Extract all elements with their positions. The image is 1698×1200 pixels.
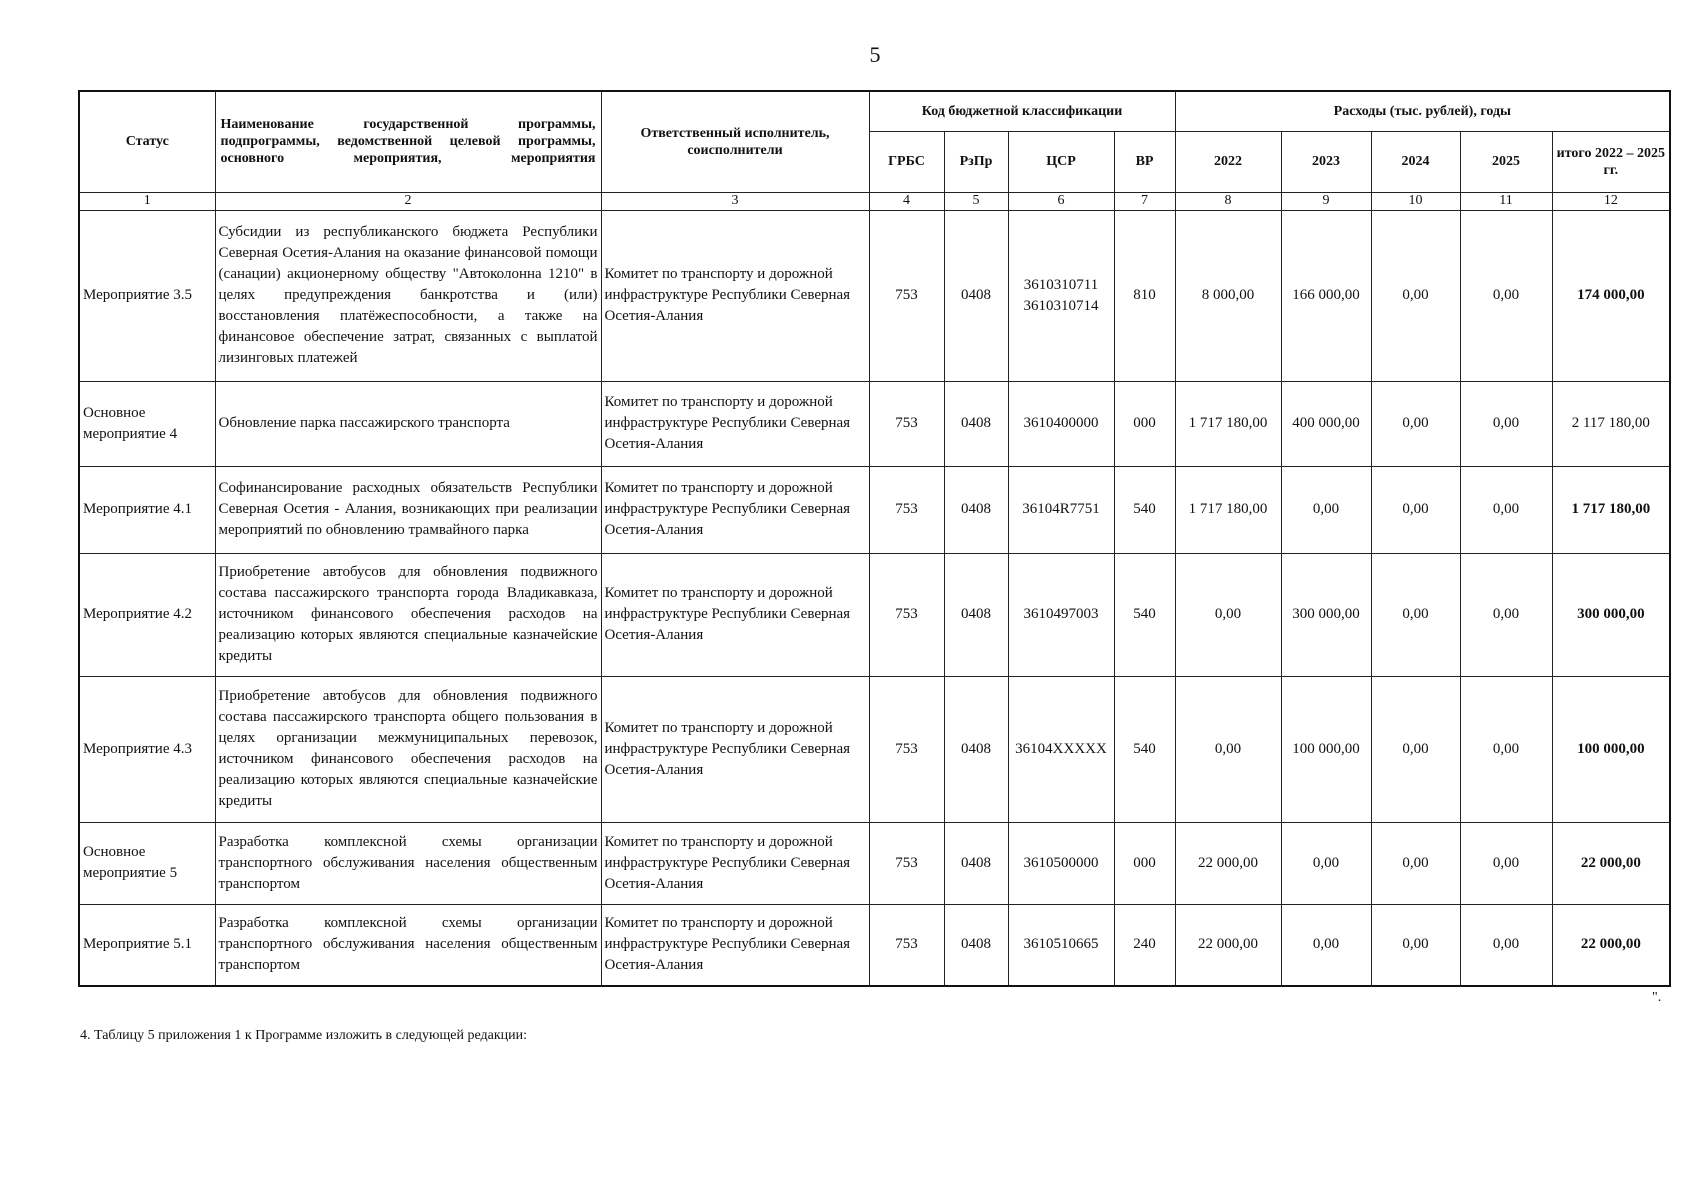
row-name: Приобретение автобусов для обновления подвижного состава пассажирского транспорта общего пользования в целях организации межмуниципальных перевозок, источником финансового обеспечения расходов на реализацию которых являются специальные казначейские кредиты [215, 676, 601, 822]
row-rzpr: 0408 [944, 381, 1008, 466]
row-2023: 100 000,00 [1281, 676, 1371, 822]
column-number: 4 [869, 192, 944, 210]
row-vr: 540 [1114, 466, 1175, 553]
page-number: 5 [869, 42, 881, 67]
header-2023: 2023 [1281, 131, 1371, 192]
row-executor: Комитет по транспорту и дорожной инфраструктуре Республики Северная Осетия-Алания [601, 466, 869, 553]
row-executor: Комитет по транспорту и дорожной инфраструктуре Республики Северная Осетия-Алания [601, 553, 869, 676]
row-total: 300 000,00 [1552, 553, 1670, 676]
column-number: 8 [1175, 192, 1281, 210]
row-vr: 000 [1114, 381, 1175, 466]
header-row-1 [79, 91, 1670, 131]
row-total: 2 117 180,00 [1552, 381, 1670, 466]
row-2024: 0,00 [1371, 381, 1460, 466]
table-row [79, 676, 1670, 822]
row-name: Разработка комплексной схемы организации транспортного обслуживания населения общественным транспортом [215, 904, 601, 986]
row-executor: Комитет по транспорту и дорожной инфраструктуре Республики Северная Осетия-Алания [601, 381, 869, 466]
column-number: 9 [1281, 192, 1371, 210]
row-grbs: 753 [869, 553, 944, 676]
column-number: 11 [1460, 192, 1552, 210]
row-name: Софинансирование расходных обязательств Республики Северная Осетия - Алания, возникающих при реализации мероприятий по обновлению трамвайного парка [215, 466, 601, 553]
row-status: Мероприятие 4.3 [79, 676, 215, 822]
column-number: 6 [1008, 192, 1114, 210]
row-2024: 0,00 [1371, 553, 1460, 676]
column-number: 1 [79, 192, 215, 210]
row-total: 100 000,00 [1552, 676, 1670, 822]
row-2024: 0,00 [1371, 466, 1460, 553]
row-status: Мероприятие 4.1 [79, 466, 215, 553]
row-2023: 0,00 [1281, 904, 1371, 986]
row-2022: 22 000,00 [1175, 904, 1281, 986]
row-2024: 0,00 [1371, 210, 1460, 381]
row-name: Разработка комплексной схемы организации транспортного обслуживания населения общественным транспортом [215, 822, 601, 904]
table-row [79, 904, 1670, 986]
row-2025: 0,00 [1460, 466, 1552, 553]
row-csr: 36104R7751 [1008, 466, 1114, 553]
header-grbs: ГРБС [869, 131, 944, 192]
row-name: Обновление парка пассажирского транспорта [215, 381, 601, 466]
row-2022: 22 000,00 [1175, 822, 1281, 904]
row-2022: 0,00 [1175, 676, 1281, 822]
row-grbs: 753 [869, 676, 944, 822]
row-vr: 540 [1114, 553, 1175, 676]
header-rzpr: РзПр [944, 131, 1008, 192]
row-csr: 36104XXXXX [1008, 676, 1114, 822]
row-2023: 166 000,00 [1281, 210, 1371, 381]
table-row [79, 466, 1670, 553]
header-vr: ВР [1114, 131, 1175, 192]
row-grbs: 753 [869, 904, 944, 986]
row-status: Мероприятие 3.5 [79, 210, 215, 381]
row-vr: 000 [1114, 822, 1175, 904]
table-row [79, 210, 1670, 381]
row-2025: 0,00 [1460, 381, 1552, 466]
row-2022: 1 717 180,00 [1175, 466, 1281, 553]
row-2023: 400 000,00 [1281, 381, 1371, 466]
row-rzpr: 0408 [944, 553, 1008, 676]
row-2023: 0,00 [1281, 466, 1371, 553]
row-status: Мероприятие 5.1 [79, 904, 215, 986]
row-status: Основное мероприятие 4 [79, 381, 215, 466]
row-executor: Комитет по транспорту и дорожной инфраструктуре Республики Северная Осетия-Алания [601, 904, 869, 986]
row-2024: 0,00 [1371, 904, 1460, 986]
column-number: 5 [944, 192, 1008, 210]
column-number: 10 [1371, 192, 1460, 210]
row-rzpr: 0408 [944, 210, 1008, 381]
row-vr: 810 [1114, 210, 1175, 381]
header-status: Статус [79, 91, 215, 192]
budget-table [78, 90, 1671, 987]
header-2025: 2025 [1460, 131, 1552, 192]
row-status: Мероприятие 4.2 [79, 553, 215, 676]
row-executor: Комитет по транспорту и дорожной инфраструктуре Республики Северная Осетия-Алания [601, 822, 869, 904]
header-csr: ЦСР [1008, 131, 1114, 192]
header-expenses: Расходы (тыс. рублей), годы [1175, 91, 1670, 131]
row-name: Субсидии из республиканского бюджета Республики Северная Осетия-Алания на оказание финансовой помощи (санации) акционерному обществу "Автоколонна 1210" в целях предупреждения банкротства и (или) восстановления платёжеспособности, а также на финансовое обеспечение затрат, связанных с выплатой лизинговых платежей [215, 210, 601, 381]
row-total: 1 717 180,00 [1552, 466, 1670, 553]
table-row [79, 822, 1670, 904]
header-name: Наименование государственной программы, подпрограммы, ведомственной целевой программы, основного мероприятия, мероприятия [215, 91, 601, 192]
header-executor: Ответственный исполнитель, соисполнители [601, 91, 869, 192]
end-quote-mark: ". [1652, 990, 1662, 1005]
row-rzpr: 0408 [944, 822, 1008, 904]
row-grbs: 753 [869, 381, 944, 466]
header-2024: 2024 [1371, 131, 1460, 192]
row-2022: 8 000,00 [1175, 210, 1281, 381]
row-total: 22 000,00 [1552, 904, 1670, 986]
footnote-text: 4. Таблицу 5 приложения 1 к Программе изложить в следующей редакции: [80, 1028, 527, 1043]
row-status: Основное мероприятие 5 [79, 822, 215, 904]
row-total: 174 000,00 [1552, 210, 1670, 381]
row-csr: 3610497003 [1008, 553, 1114, 676]
row-grbs: 753 [869, 822, 944, 904]
row-csr: 3610500000 [1008, 822, 1114, 904]
column-number: 7 [1114, 192, 1175, 210]
row-2024: 0,00 [1371, 822, 1460, 904]
row-executor: Комитет по транспорту и дорожной инфраструктуре Республики Северная Осетия-Алания [601, 676, 869, 822]
column-number: 3 [601, 192, 869, 210]
row-2025: 0,00 [1460, 676, 1552, 822]
row-2024: 0,00 [1371, 676, 1460, 822]
column-number-row [79, 192, 1670, 210]
row-csr: 3610510665 [1008, 904, 1114, 986]
row-2023: 300 000,00 [1281, 553, 1371, 676]
row-vr: 540 [1114, 676, 1175, 822]
row-rzpr: 0408 [944, 904, 1008, 986]
table-row [79, 381, 1670, 466]
header-total: итого 2022 – 2025 гг. [1552, 131, 1670, 192]
header-2022: 2022 [1175, 131, 1281, 192]
row-rzpr: 0408 [944, 466, 1008, 553]
row-name: Приобретение автобусов для обновления подвижного состава пассажирского транспорта города Владикавказа, источником финансового обеспечения расходов на реализацию которых являются специальные казначейские кредиты [215, 553, 601, 676]
row-2025: 0,00 [1460, 904, 1552, 986]
row-grbs: 753 [869, 466, 944, 553]
row-total: 22 000,00 [1552, 822, 1670, 904]
row-2022: 0,00 [1175, 553, 1281, 676]
row-rzpr: 0408 [944, 676, 1008, 822]
row-grbs: 753 [869, 210, 944, 381]
row-executor: Комитет по транспорту и дорожной инфраструктуре Республики Северная Осетия-Алания [601, 210, 869, 381]
row-vr: 240 [1114, 904, 1175, 986]
row-2023: 0,00 [1281, 822, 1371, 904]
column-number: 12 [1552, 192, 1670, 210]
table-row [79, 553, 1670, 676]
row-csr: 3610310711 3610310714 [1008, 210, 1114, 381]
row-2022: 1 717 180,00 [1175, 381, 1281, 466]
row-csr: 3610400000 [1008, 381, 1114, 466]
row-2025: 0,00 [1460, 822, 1552, 904]
header-kbk: Код бюджетной классификации [869, 91, 1175, 131]
row-2025: 0,00 [1460, 553, 1552, 676]
row-2025: 0,00 [1460, 210, 1552, 381]
column-number: 2 [215, 192, 601, 210]
